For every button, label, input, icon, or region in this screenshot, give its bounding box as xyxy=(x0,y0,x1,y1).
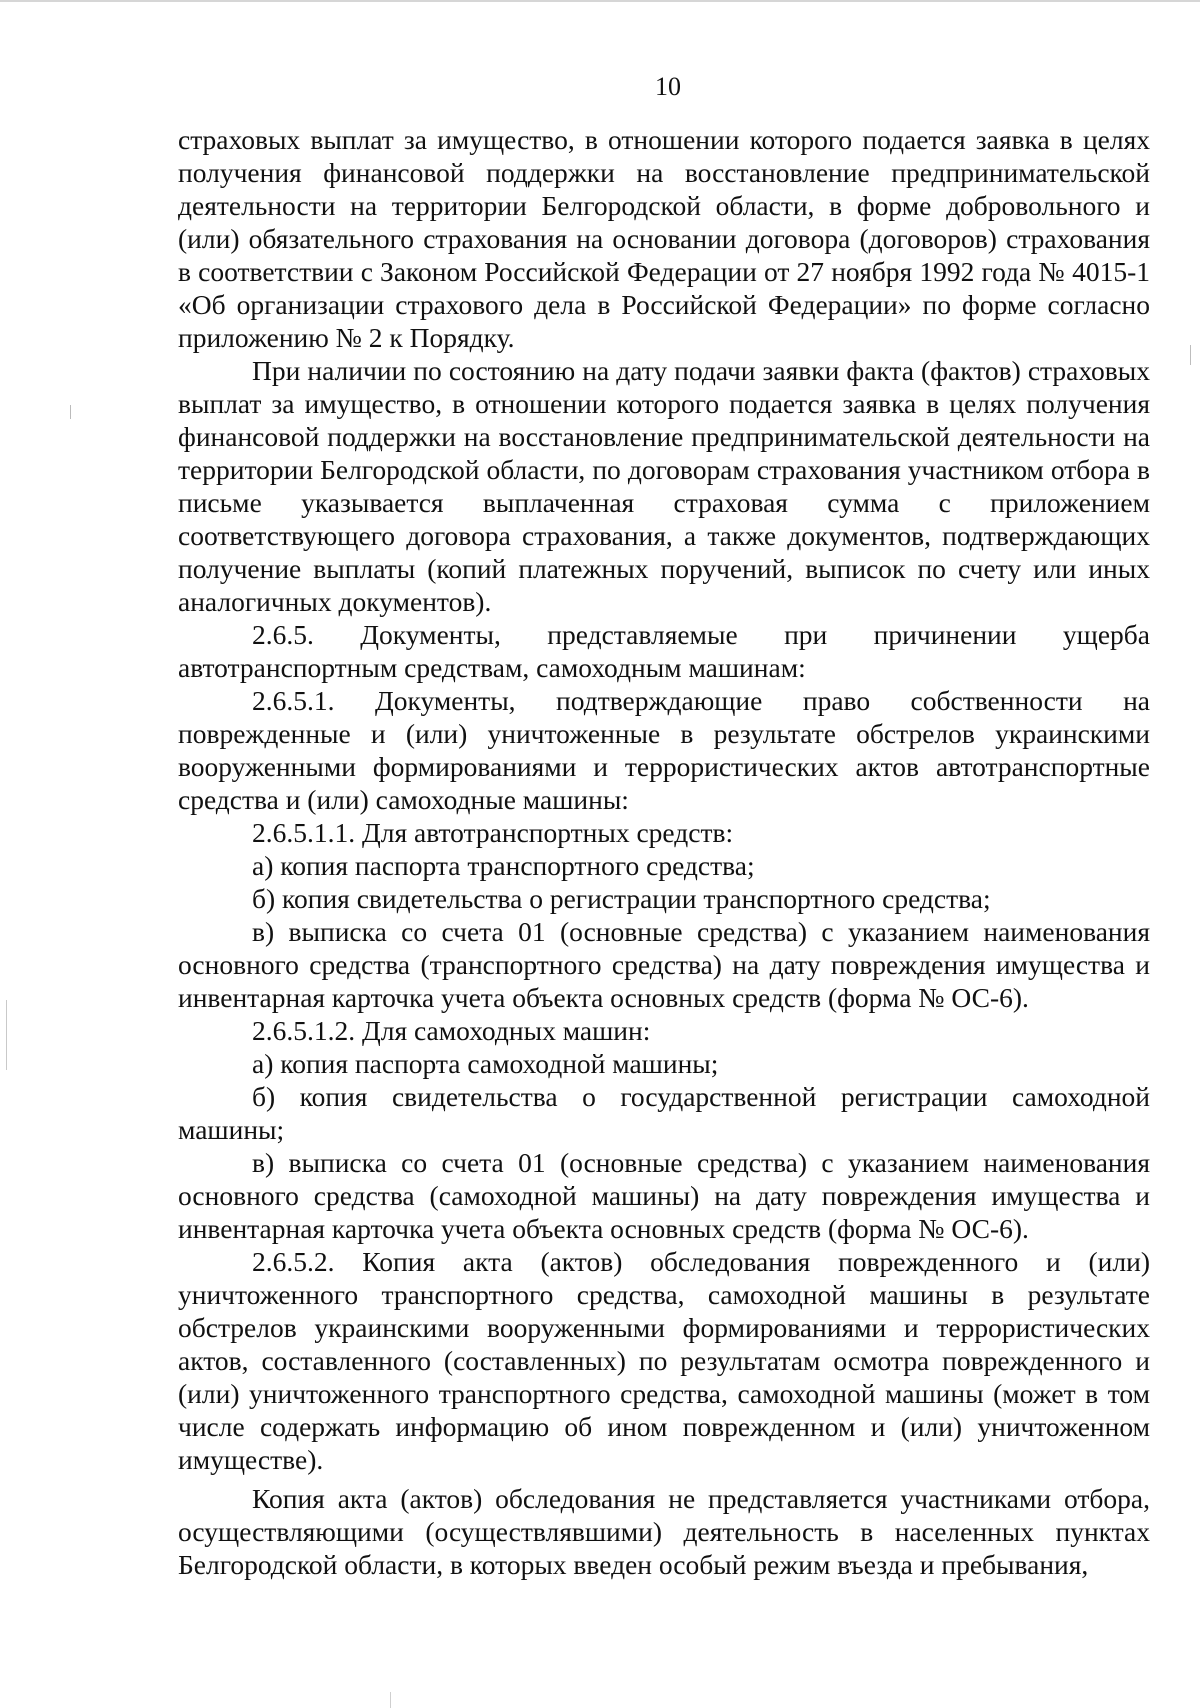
paragraph-inspection-act-exemption: Копия акта (актов) обследования не представляется участниками отбора, осуществляющими (осуществлявшими) деятельность в населенных пунктах Белгородской области, в которых введен особый режим въезда и пребывания, xyxy=(178,1483,1150,1580)
list-item-b-machine-registration: б) копия свидетельства о государственной регистрации самоходной машины; xyxy=(178,1081,1150,1145)
list-item-a-machine-passport: а) копия паспорта самоходной машины; xyxy=(252,1048,719,1079)
page-number: 10 xyxy=(655,72,681,101)
document-body xyxy=(178,123,1150,1581)
scan-edge-top xyxy=(0,0,1200,2)
paragraph-2-6-5-1-1: 2.6.5.1.1. Для автотранспортных средств: xyxy=(252,817,734,848)
list-item-v-machine-account-extract: в) выписка со счета 01 (основные средства) с указанием наименования основного средства (самоходной машины) на дату повреждения имущества и инвентарная карточка учета объекта основных средств (форма № ОС-6). xyxy=(178,1147,1150,1244)
scan-artifact-bottom xyxy=(390,1692,391,1708)
scan-artifact-left xyxy=(6,1000,7,1070)
paragraph-2: При наличии по состоянию на дату подачи заявки факта (фактов) страховых выплат за имущество, в отношении которого подается заявка в целях получения финансовой поддержки на восстановление предпринимательской деятельности на территории Белгородской области, по договорам страхования участником отбора в письме указывается выплаченная страховая сумма с приложением соответствующего договора страхования, а также документов, подтверждающих получение выплаты (копий платежных поручений, выписок по счету или иных аналогичных документов). xyxy=(178,355,1150,617)
list-item-b-vehicle-registration: б) копия свидетельства о регистрации транспортного средства; xyxy=(252,883,991,914)
list-item-v-vehicle-account-extract: в) выписка со счета 01 (основные средства) с указанием наименования основного средства (транспортного средства) на дату повреждения имущества и инвентарная карточка учета объекта основных средств (форма № ОС-6). xyxy=(178,916,1150,1013)
paragraph-2-6-5: 2.6.5. Документы, представляемые при причинении ущерба автотранспортным средствам, самоходным машинам: xyxy=(178,619,1150,683)
scan-artifact-left-small xyxy=(70,405,71,419)
paragraph-2-6-5-1-2: 2.6.5.1.2. Для самоходных машин: xyxy=(252,1015,651,1046)
paragraph-1: страховых выплат за имущество, в отношении которого подается заявка в целях получения финансовой поддержки на восстановление предпринимательской деятельности на территории Белгородской области, в форме добровольного и (или) обязательного страхования на основании договора (договоров) страхования в соответствии с Законом Российской Федерации от 27 ноября 1992 года № 4015-1 «Об организации страхового дела в Российской Федерации» по форме согласно приложению № 2 к Порядку. xyxy=(178,124,1150,353)
paragraph-2-6-5-1: 2.6.5.1. Документы, подтверждающие право собственности на поврежденные и (или) уничтоженные в результате обстрелов украинскими вооруженными формированиями и террористических актов автотранспортные средства и (или) самоходные машины: xyxy=(178,685,1150,815)
paragraph-2-6-5-2: 2.6.5.2. Копия акта (актов) обследования поврежденного и (или) уничтоженного транспортного средства, самоходной машины в результате обстрелов украинскими вооруженными формированиями и террористических актов, составленного (составленных) по результатам осмотра поврежденного и (или) уничтоженного транспортного средства, самоходной машины (может в том числе содержать информацию об ином поврежденном и (или) уничтоженном имуществе). xyxy=(178,1246,1150,1475)
scan-artifact-right xyxy=(1190,345,1191,365)
list-item-a-vehicle-passport: а) копия паспорта транспортного средства; xyxy=(252,850,755,881)
